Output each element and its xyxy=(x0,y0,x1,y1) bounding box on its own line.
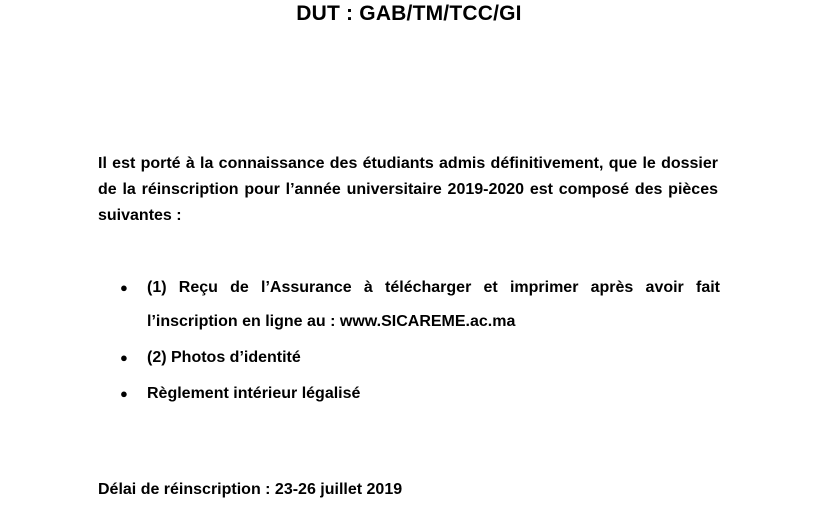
intro-paragraph: Il est porté à la connaissance des étudiants admis définitivement, que le dossier de la réinscription pour l’année universitaire 2019-2020 est composé des pièces suivantes : xyxy=(98,155,718,224)
bullet-icon: ● xyxy=(120,386,128,401)
required-documents-list xyxy=(120,271,720,413)
document-title: DUT : GAB/TM/TCC/GI xyxy=(296,2,522,25)
bullet-icon: ● xyxy=(120,280,128,295)
list-item xyxy=(120,271,720,339)
list-item xyxy=(120,341,720,375)
list-item-text: (2) Photos d’identité xyxy=(147,349,301,366)
list-item-text: Règlement intérieur légalisé xyxy=(147,385,361,402)
list-item-text: (1) Reçu de l’Assurance à télécharger et imprimer après avoir fait l’inscription en ligne au : www.SICAREME.ac.ma xyxy=(147,279,720,330)
registration-deadline: Délai de réinscription : 23-26 juillet 2019 xyxy=(98,481,403,498)
list-item xyxy=(120,377,720,411)
bullet-icon: ● xyxy=(120,350,128,365)
